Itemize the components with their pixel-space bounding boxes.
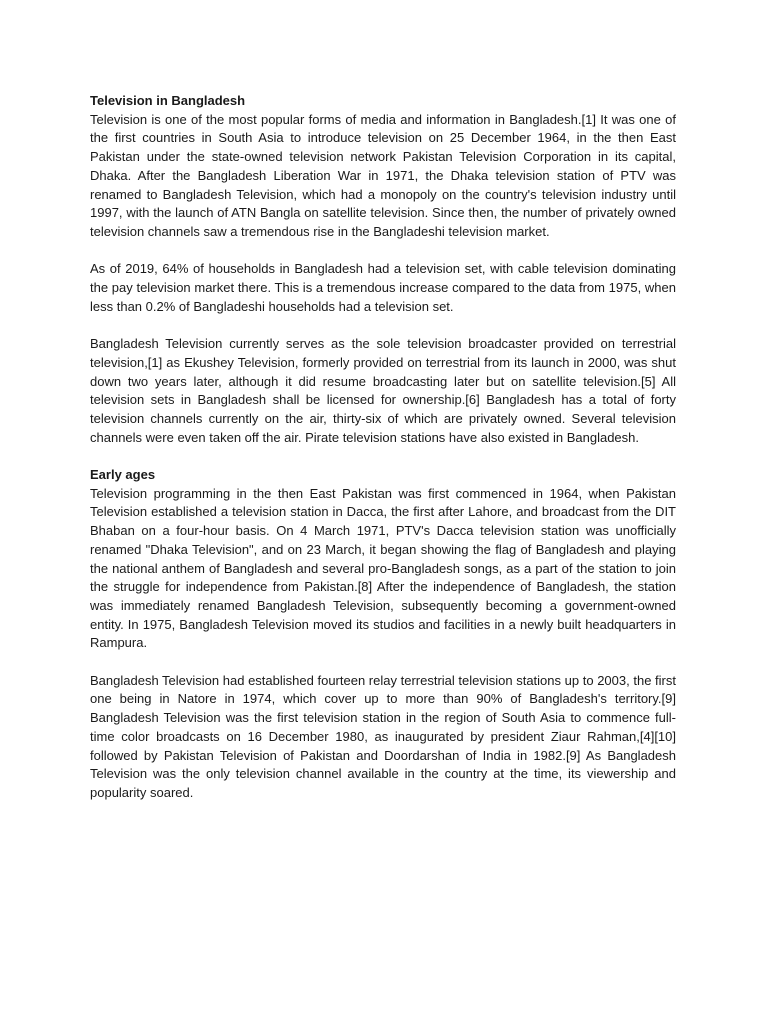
paragraph: Television is one of the most popular forms of media and information in Bangladesh.[1] It was one of the first countries in South Asia to introduce television on 25 December 1964, in the then East Pakistan under the state-owned television network Pakistan Television Corporation in its capital, Dhaka. After the Bangladesh Liberation War in 1971, the Dhaka television station of PTV was renamed to Bangladesh Television, which had a monopoly on the country's television industry until 1997, with the launch of ATN Bangla on satellite television. Since then, the number of privately owned television channels saw a tremendous rise in the Bangladeshi television market. <box>90 111 676 239</box>
document-page <box>90 92 676 821</box>
section-television-in-bangladesh <box>90 92 676 447</box>
paragraph: As of 2019, 64% of households in Bangladesh had a television set, with cable television dominating the pay television market there. This is a tremendous increase compared to the data from 1975, when less than 0.2% of Bangladeshi households had a television set. <box>90 261 676 314</box>
paragraph: Television programming in the then East Pakistan was first commenced in 1964, when Pakistan Television established a television station in Dacca, the first after Lahore, and broadcast from the DIT Bhaban on a four-hour basis. On 4 March 1971, PTV's Dacca television station was unofficially renamed "Dhaka Television", and on 23 March, it began showing the flag of Bangladesh and playing the national anthem of Bangladesh and several pro-Bangladesh songs, as a part of the station to join the struggle for independence from Pakistan.[8] After the independence of Bangladesh, the station was immediately renamed Bangladesh Television, subsequently becoming a government-owned entity. In 1975, Bangladesh Television moved its studios and facilities in a newly built headquarters in Rampura. <box>90 485 676 651</box>
paragraph: Bangladesh Television had established fourteen relay terrestrial television stations up to 2003, the first one being in Natore in 1974, which cover up to more than 90% of Bangladesh's territory.[9] Bangladesh Television was the first television station in the region of South Asia to commence full-time color broadcasts on 16 December 1980, as inaugurated by president Ziaur Rahman,[4][10] followed by Pakistan Television of Pakistan and Doordarshan of India in 1982.[9] As Bangladesh Television was the only television channel available in the country at the time, its viewership and popularity soared. <box>90 672 676 800</box>
section-heading: Early ages <box>90 467 156 483</box>
section-heading: Television in Bangladesh <box>90 93 246 108</box>
section-early-ages <box>90 466 676 803</box>
paragraph: Bangladesh Television currently serves as the sole television broadcaster provided on terrestrial television,[1] as Ekushey Television, formerly provided on terrestrial from its launch in 2000, was shut down two years later, although it did resume broadcasting later but on satellite television.[5] All television sets in Bangladesh shall be licensed for ownership.[6] Bangladesh has a total of forty television channels currently on the air, thirty-six of which are privately owned. Several television channels were even taken off the air. Pirate television stations have also existed in Bangladesh. <box>90 336 676 445</box>
